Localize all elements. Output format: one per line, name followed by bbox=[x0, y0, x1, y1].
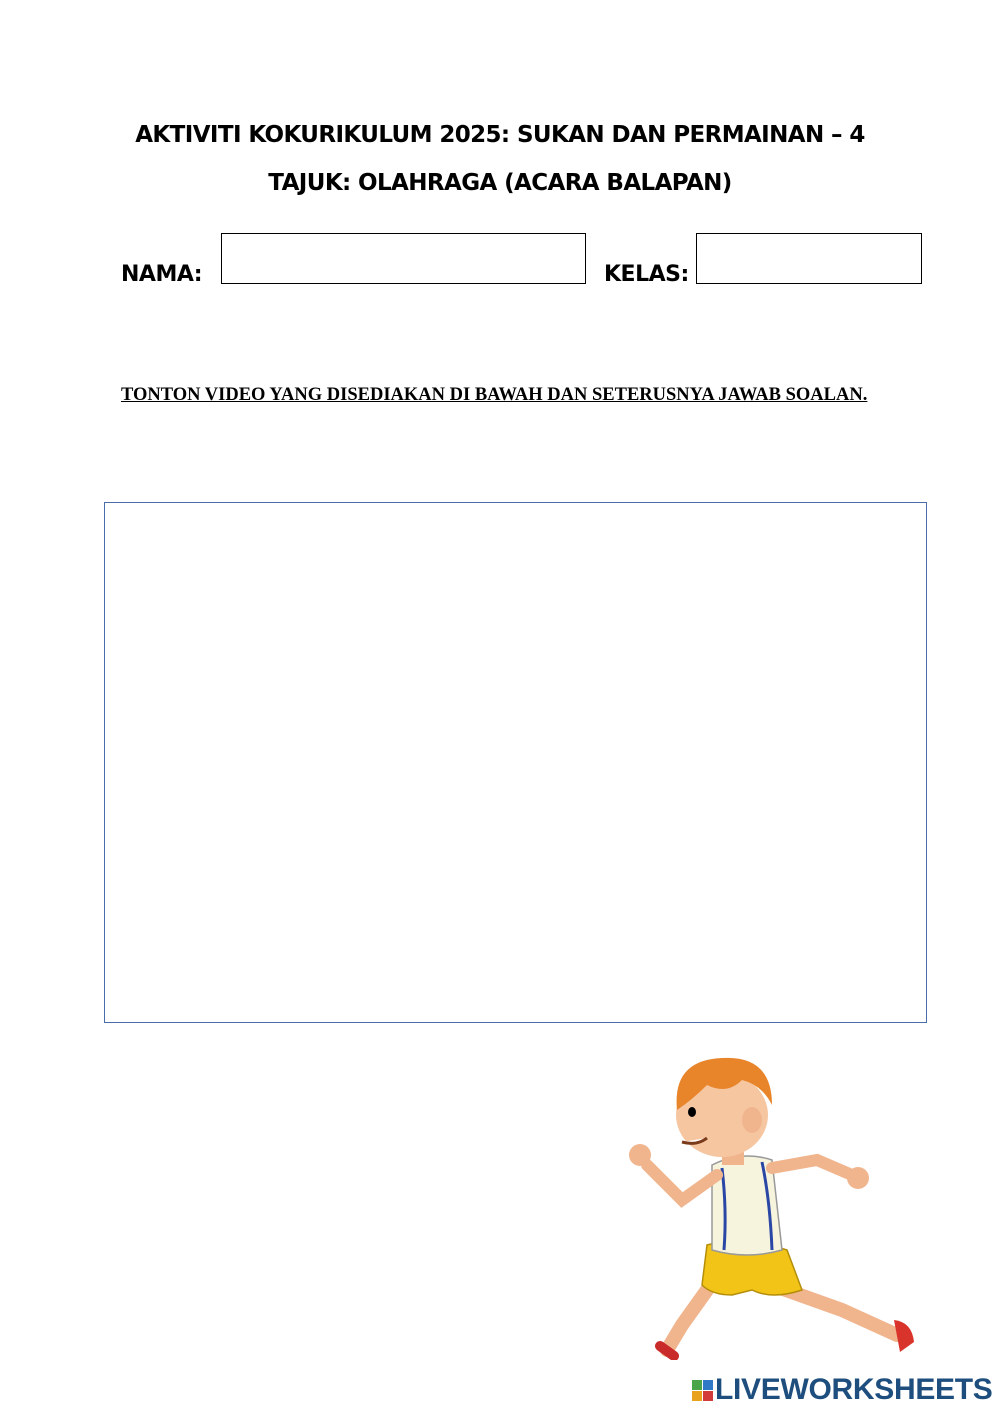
brand-name: LIVEWORKSHEETS bbox=[715, 1373, 993, 1406]
worksheet-title: AKTIVITI KOKURIKULUM 2025: SUKAN DAN PERMAINAN – 4 bbox=[135, 122, 865, 148]
name-label: NAMA: bbox=[121, 262, 203, 287]
class-label: KELAS: bbox=[604, 262, 689, 287]
brand-footer bbox=[692, 1372, 993, 1408]
worksheet-topic: TAJUK: OLAHRAGA (ACARA BALAPAN) bbox=[268, 170, 732, 196]
class-field[interactable] bbox=[696, 233, 922, 284]
video-frame[interactable] bbox=[104, 502, 927, 1023]
liveworksheets-logo-icon bbox=[692, 1380, 713, 1401]
instruction-text: TONTON VIDEO YANG DISEDIAKAN DI BAWAH DAN SETERUSNYA JAWAB SOALAN. bbox=[121, 385, 868, 405]
running-boy-illustration bbox=[612, 1050, 927, 1360]
name-field[interactable] bbox=[221, 233, 586, 284]
